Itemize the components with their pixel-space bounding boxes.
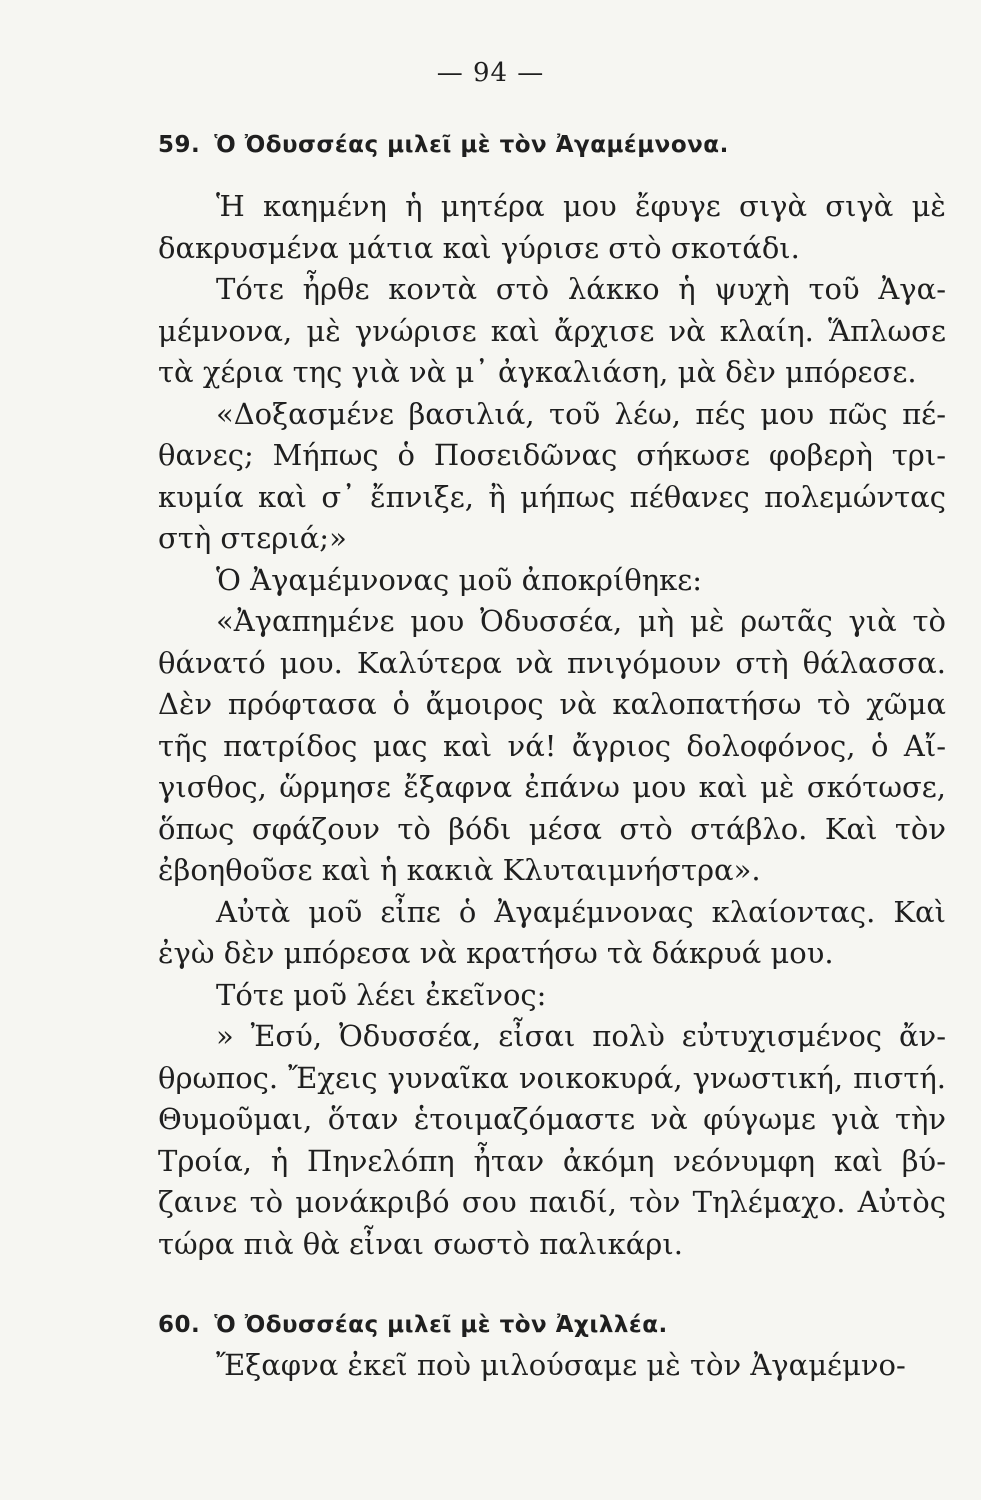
page-number: — 94 —: [436, 58, 545, 88]
section-title: Ὁ Ὀδυσσέας μιλεῖ μὲ τὸν Ἀχιλλέα.: [214, 1312, 668, 1338]
paragraph: Τότε ἦρθε κοντὰ στὸ λάκκο ἡ ψυχὴ τοῦ Ἀγαμέμνονα, μὲ γνώρισε καὶ ἄρχισε νὰ κλαίη. Ἅπλωσε τὰ χέρια της γιὰ νὰ μ᾽ ἀγκαλιάση, μὰ δὲν μπόρεσε.: [158, 272, 946, 389]
section-body-59: [158, 186, 946, 1265]
section-heading-59: [158, 132, 948, 158]
section-title: Ὁ Ὀδυσσέας μιλεῖ μὲ τὸν Ἀγαμέμνονα.: [214, 132, 729, 158]
paragraph: Ἔξαφνα ἐκεῖ ποὺ μιλούσαμε μὲ τὸν Ἀγαμέμνο-: [216, 1348, 906, 1382]
paragraph: » Ἐσύ, Ὀδυσσέα, εἶσαι πολὺ εὐτυχισμένος ἄνθρωπος. Ἔχεις γυναῖκα νοικοκυρά, γνωστική, πιστή. Θυμοῦμαι, ὅταν ἑτοιμαζόμαστε νὰ φύγωμε γιὰ τὴν Τροία, ἡ Πηνελόπη ἦταν ἀκόμη νεόνυμφη καὶ βύζαινε τὸ μονάκριβό σου παιδί, τὸν Τηλέμαχο. Αὐτὸς τώρα πιὰ θὰ εἶναι σωστὸ παλικάρι.: [158, 1019, 946, 1261]
paragraph: Ὁ Ἀγαμέμνονας μοῦ ἀποκρίθηκε:: [216, 562, 703, 597]
section-number: 60.: [158, 1312, 201, 1338]
section-number: 59.: [158, 132, 201, 158]
paragraph: Αὐτὰ μοῦ εἶπε ὁ Ἀγαμέμνονας κλαίοντας. Καὶ ἐγὼ δὲν μπόρεσα νὰ κρατήσω τὰ δάκρυά μου.: [158, 894, 946, 970]
paragraph: Τότε μοῦ λέει ἐκεῖνος:: [216, 977, 547, 1012]
paragraph: Ἡ καημένη ἡ μητέρα μου ἔφυγε σιγὰ σιγὰ μὲ δακρυσμένα μάτια καὶ γύρισε στὸ σκοτάδι.: [158, 189, 946, 265]
paragraph: «Ἀγαπημένε μου Ὀδυσσέα, μὴ μὲ ρωτᾶς γιὰ τὸ θάνατό μου. Καλύτερα νὰ πνιγόμουν στὴ θάλασσα. Δὲν πρόφτασα ὁ ἄμοιρος νὰ καλοπατήσω τὸ χῶμα τῆς πατρίδος μας καὶ νά! ἄγριος δολοφόνος, ὁ Αἴγισθος, ὥρμησε ἔξαφνα ἐπάνω μου καὶ μὲ σκότωσε, ὅπως σφάζουν τὸ βόδι μέσα στὸ στάβλο. Καὶ τὸν ἐβοηθοῦσε καὶ ἡ κακιὰ Κλυταιμνήστρα».: [158, 604, 946, 887]
section-heading-60: [158, 1312, 948, 1338]
paragraph: «Δοξασμένε βασιλιά, τοῦ λέω, πές μου πῶς πέθανες; Μήπως ὁ Ποσειδῶνας σήκωσε φοβερὴ τρικυμία καὶ σ᾽ ἔπνιξε, ἢ μήπως πέθανες πολεμώντας στὴ στεριά;»: [158, 396, 946, 555]
section-body-60: [158, 1345, 946, 1387]
